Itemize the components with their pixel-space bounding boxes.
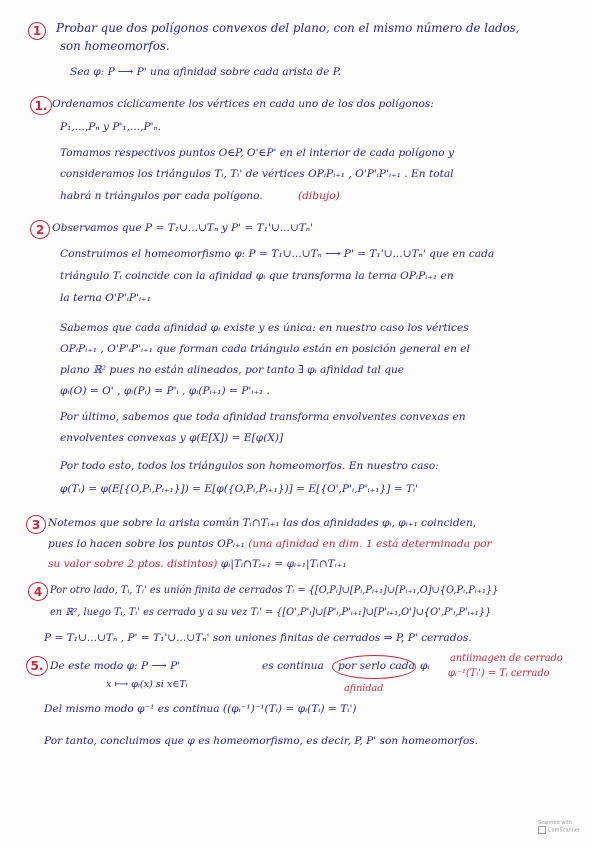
step-1-line: P₁,...,Pₙ y P'₁,...,P'ₙ.: [60, 121, 162, 133]
step-3-badge: [26, 515, 46, 534]
step-5-number: 5.: [30, 659, 44, 673]
camscanner-icon: [538, 826, 546, 834]
step-1-line: habrá n triángulos por cada polígono.: [60, 190, 263, 202]
step-5-aside: antiimagen de cerrado: [450, 653, 563, 664]
step-2-line: OPᵢPᵢ₊₁ , O'P'ᵢP'ᵢ₊₁ que forman cada triángulo están en posición general en el: [60, 343, 470, 355]
drawing-note: (dibujo): [298, 190, 340, 202]
step-5-line: por serlo cada: [338, 660, 415, 672]
step-4-line: P = T₁∪...∪Tₙ , P' = T₁'∪...∪Tₙ' son uniones finitas de cerrados ⇒ P, P' cerrados.: [44, 632, 472, 644]
problem-statement-line-2: son homeomorfos.: [60, 39, 170, 53]
watermark-line-1: Scanned with: [538, 820, 572, 826]
step-1-line: consideramos los triángulos Tᵢ, Tᵢ' de vértices OPᵢPᵢ₊₁ , O'P'ᵢP'ᵢ₊₁ . En total: [60, 168, 454, 180]
step-3-line: [48, 558, 347, 571]
step-1-number: 1.: [34, 98, 48, 113]
step-3-number: 3: [31, 517, 41, 532]
step-2-line: la terna O'P'ᵢP'ᵢ₊₁: [60, 292, 151, 304]
step-3-line: Notemos que sobre la arista común Tᵢ∩Tᵢ₊₁ las dos afinidades φᵢ, φᵢ₊₁ coinciden,: [48, 517, 477, 529]
step-2-badge: [30, 220, 50, 239]
step-2-number: 2: [35, 222, 45, 237]
step-3-line: [48, 538, 492, 551]
step-5-line: Por tanto, concluimos que φ es homeomorfismo, es decir, P, P' son homeomorfos.: [44, 735, 479, 747]
step-5-line: x ⟼ φᵢ(x) si x∈Tᵢ: [106, 679, 188, 690]
step-2-line: envolventes convexas y φ(E[X]) = E[φ(X)]: [60, 432, 284, 444]
watermark-line-2: CamScanner: [548, 827, 580, 834]
step-5-line: es continua: [262, 660, 324, 672]
intro-line: Sea φ: P ⟶ P' una afinidad sobre cada arista de P.: [70, 66, 342, 78]
step-2-line: φ(Tᵢ) = φ(E[{O,Pᵢ,Pᵢ₊₁}]) = E[φ({O,Pᵢ,Pᵢ₊₁})] = E[{O',P'ᵢ,P'ᵢ₊₁}] = Tᵢ': [60, 483, 419, 495]
step-3-note: (una afinidad en dim. 1 está determinada por: [248, 538, 492, 550]
step-5-line: Del mismo modo φ⁻¹ es continua ((φᵢ⁻¹)⁻¹(Tᵢ) = φᵢ(Tᵢ) = Tᵢ'): [44, 703, 357, 715]
scanner-watermark: [538, 820, 580, 834]
step-1-badge: [30, 96, 52, 115]
step-1-line: Ordenamos cíclicamente los vértices en cada uno de los dos polígonos:: [52, 98, 434, 110]
step-5-badge: [26, 656, 48, 676]
step-5-line: De este modo φ: P ⟶ P': [50, 660, 181, 672]
step-3-text: φᵢ|Tᵢ∩Tᵢ₊₁ = φᵢ₊₁|Tᵢ∩Tᵢ₊₁: [217, 558, 347, 570]
step-5-line: φᵢ: [420, 660, 430, 672]
step-2-line: triángulo Tᵢ coincide con la afinidad φᵢ que transforma la terna OPᵢPᵢ₊₁ en: [60, 270, 454, 282]
step-1-line: Tomamos respectivos puntos O∈P, O'∈P' en el interior de cada polígono y: [60, 147, 454, 159]
step-2-line: plano ℝ² pues no están alineados, por tanto ∃ φᵢ afinidad tal que: [60, 364, 405, 376]
step-2-line: Sabemos que cada afinidad φᵢ existe y es única: en nuestro caso los vértices: [60, 322, 469, 334]
problem-number: 1: [32, 24, 42, 38]
step-3-text: pues lo hacen sobre los puntos OPᵢ₊₁: [48, 538, 249, 550]
step-4-badge: [28, 582, 48, 601]
step-4-number: 4: [33, 584, 43, 599]
step-4-line: Por otro lado, Tᵢ, Tᵢ' es unión finita de cerrados Tᵢ = {[O,Pᵢ]∪[Pᵢ,Pᵢ₊₁]∪[Pᵢ₊₁,O]∪{O,Pᵢ,Pᵢ₊₁}}: [50, 585, 499, 596]
step-3-note: su valor sobre 2 ptos. distintos): [48, 558, 218, 570]
step-2-line: Por último, sabemos que toda afinidad transforma envolventes convexas en: [60, 411, 466, 423]
problem-number-badge: [28, 22, 46, 40]
step-2-line: φᵢ(O) = O' , φᵢ(Pᵢ) = P'ᵢ , φᵢ(Pᵢ₊₁) = P'ᵢ₊₁ .: [60, 385, 271, 397]
step-2-line: Por todo esto, todos los triángulos son homeomorfos. En nuestro caso:: [60, 460, 439, 472]
step-2-line: Observamos que P = T₁∪...∪Tₙ y P' = T₁'∪...∪Tₙ': [52, 222, 313, 234]
step-2-line: Construimos el homeomorfismo φ: P = T₁∪...∪Tₙ ⟶ P' = T₁'∪...∪Tₙ' que en cada: [60, 248, 495, 260]
step-5-aside: φᵢ⁻¹(Tᵢ') = Tᵢ cerrado: [448, 668, 550, 679]
problem-statement-line-1: Probar que dos polígonos convexos del plano, con el mismo número de lados,: [56, 21, 520, 35]
step-4-line: en ℝ², luego Tᵢ, Tᵢ' es cerrado y a su vez Tᵢ' = {[O',P'ᵢ]∪[P'ᵢ,P'ᵢ₊₁]∪[P'ᵢ₊₁,O']∪{O',P'ᵢ,P'ᵢ₊₁}}: [50, 607, 492, 618]
step-5-underline-note: afinidad: [344, 683, 384, 694]
